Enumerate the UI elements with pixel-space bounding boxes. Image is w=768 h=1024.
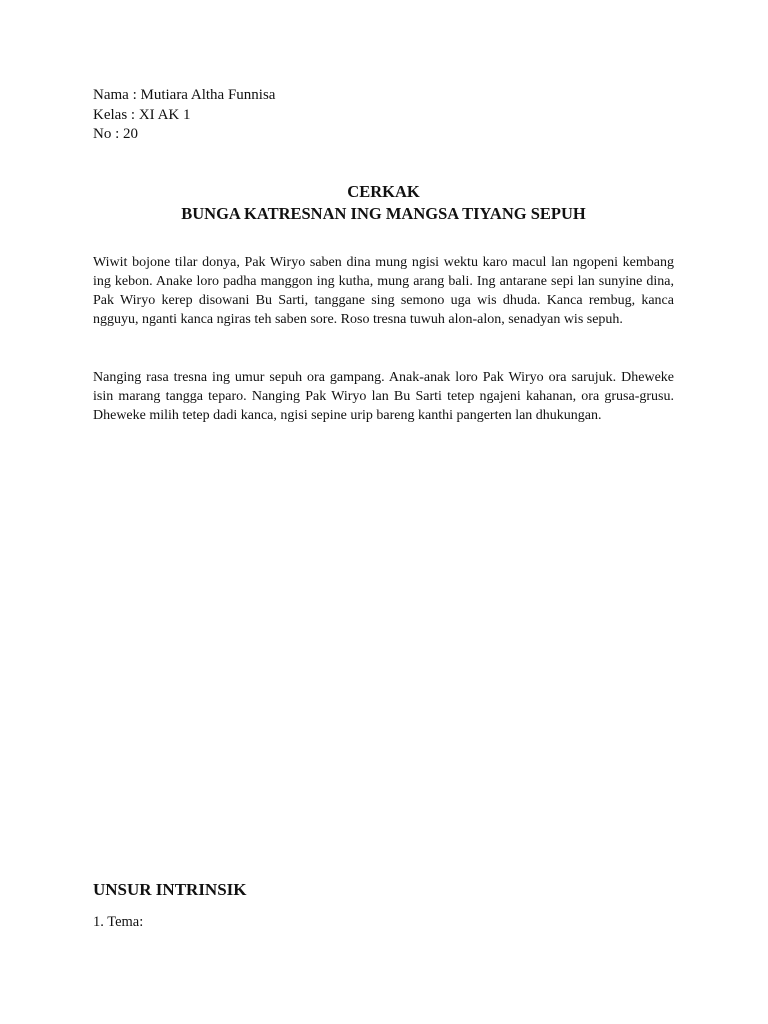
story-paragraph-1: Wiwit bojone tilar donya, Pak Wiryo saben dina mung ngisi wektu karo macul lan ngopeni kembang ing kebon. Anake loro padha manggon ing kutha, mung arang bali. Ing antarane sepi lan sunyine dina, Pak Wiryo kerep disowani Bu Sarti, tanggane sing semono uga wis dhuda. Kanca rembug, kanca ngguyu, nganti kanca ngiras teh saben sore. Roso tresna tuwuh alon-alon, senadyan wis sepuh. <box>93 254 674 328</box>
story-title: BUNGA KATRESNAN ING MANGSA TIYANG SEPUH <box>181 203 586 223</box>
student-name: Nama : Mutiara Altha Funnisa <box>93 87 276 103</box>
student-class: Kelas : XI AK 1 <box>93 106 191 123</box>
title-block <box>93 181 674 225</box>
section-heading-intrinsic: UNSUR INTRINSIK <box>93 880 247 899</box>
genre-title: CERKAK <box>347 181 420 201</box>
story-paragraph-2: Nanging rasa tresna ing umur sepuh ora gampang. Anak-anak loro Pak Wiryo ora sarujuk. Dheweke isin marang tangga teparo. Nanging Pak Wiryo lan Bu Sarti tetep ngajeni kahanan, ora grusa-grusu. Dheweke milih tetep dadi kanca, ngisi sepine urip bareng kanthi pangerten lan dhukungan. <box>93 369 674 424</box>
document-page <box>93 86 674 426</box>
intrinsic-item-tema: 1. Tema: <box>93 914 144 930</box>
student-number: No : 20 <box>93 126 138 142</box>
